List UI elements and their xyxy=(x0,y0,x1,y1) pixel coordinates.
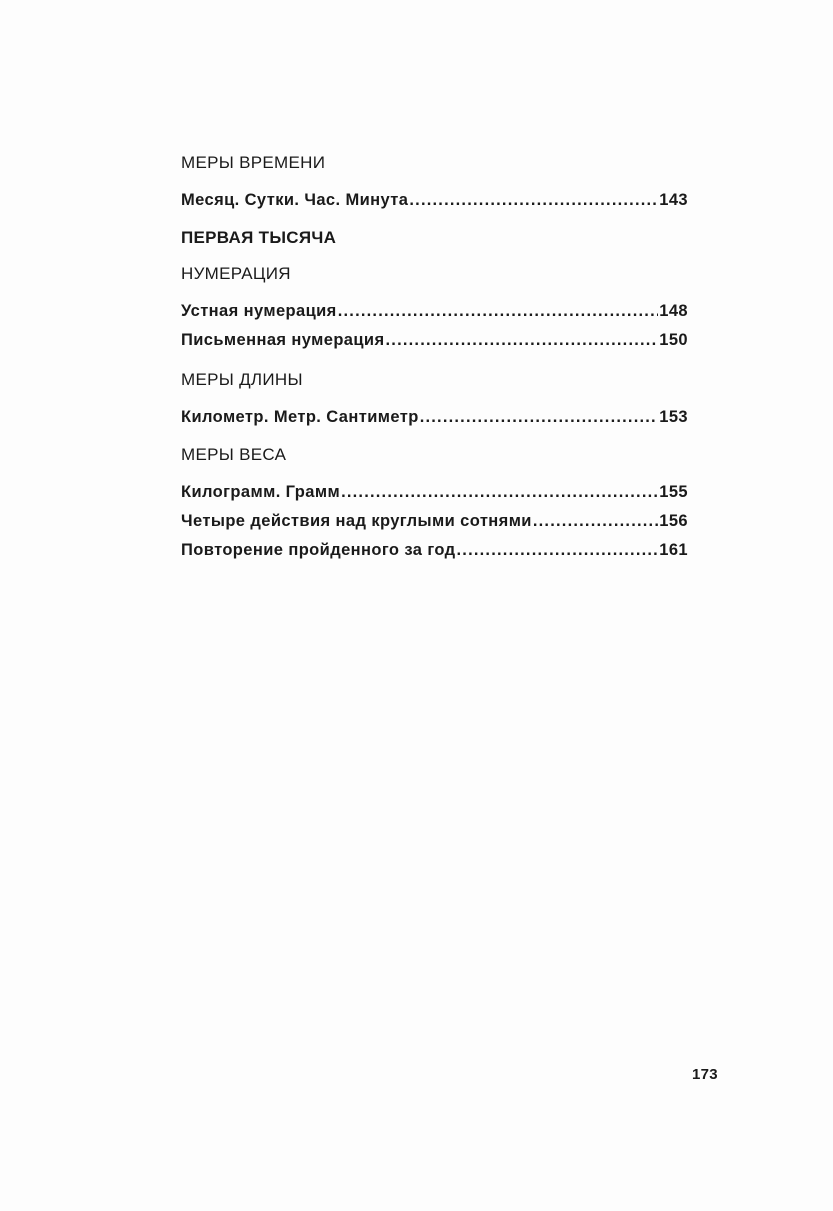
toc-entry-title: Письменная нумерация xyxy=(181,331,385,349)
section-heading-time-measures: МЕРЫ ВРЕМЕНИ xyxy=(181,153,326,172)
section-heading-numeration: НУМЕРАЦИЯ xyxy=(181,264,291,283)
toc-entry[interactable] xyxy=(181,186,688,215)
part-heading-first-thousand: ПЕРВАЯ ТЫСЯЧА xyxy=(181,228,337,247)
toc-entry-title: Четыре действия над круглыми сотнями xyxy=(181,512,532,530)
toc-entry-title: Повторение пройденного за год xyxy=(181,541,456,559)
toc-entry-title: Километр. Метр. Сантиметр xyxy=(181,408,419,426)
dot-leader xyxy=(338,297,659,326)
toc-entry-page: 148 xyxy=(659,302,688,320)
table-of-contents xyxy=(181,150,688,565)
dot-leader xyxy=(420,403,659,432)
dot-leader xyxy=(457,536,659,565)
dot-leader xyxy=(409,186,658,215)
toc-entry-page: 155 xyxy=(659,483,688,501)
page-number: 173 xyxy=(692,1066,718,1083)
toc-entry-page: 143 xyxy=(659,191,688,209)
dot-leader xyxy=(533,507,658,536)
toc-entry-page: 156 xyxy=(659,512,688,530)
dot-leader xyxy=(341,478,658,507)
toc-entry-title: Килограмм. Грамм xyxy=(181,483,341,501)
toc-entry[interactable] xyxy=(181,507,688,536)
toc-entry-page: 153 xyxy=(659,408,688,426)
section-heading-length-measures: МЕРЫ ДЛИНЫ xyxy=(181,370,303,389)
toc-entry[interactable] xyxy=(181,403,688,432)
toc-entry[interactable] xyxy=(181,297,688,326)
toc-entry-page: 150 xyxy=(659,331,688,349)
toc-entry[interactable] xyxy=(181,478,688,507)
toc-entry-title: Устная нумерация xyxy=(181,302,337,320)
toc-entry[interactable] xyxy=(181,326,688,355)
toc-entry-title: Месяц. Сутки. Час. Минута xyxy=(181,191,409,209)
dot-leader xyxy=(386,326,659,355)
toc-entry-page: 161 xyxy=(659,541,688,559)
toc-entry[interactable] xyxy=(181,536,688,565)
section-heading-weight-measures: МЕРЫ ВЕСА xyxy=(181,445,287,464)
